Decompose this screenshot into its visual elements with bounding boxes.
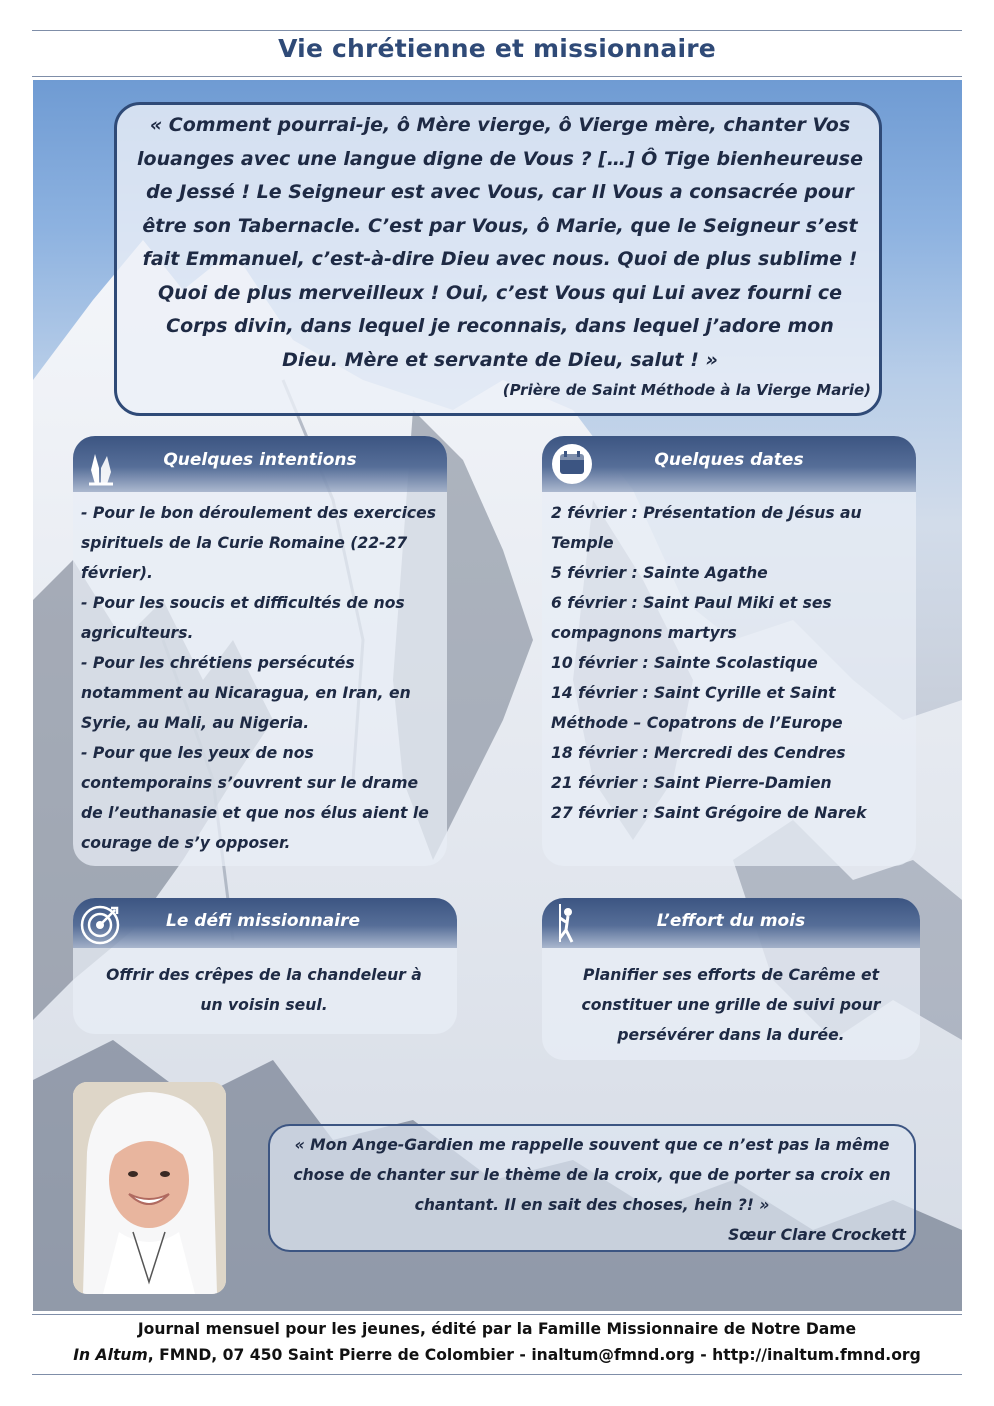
list-item: 27 février : Saint Grégoire de Narek	[551, 804, 867, 822]
title-underline	[32, 76, 962, 77]
portrait-photo	[73, 1082, 226, 1294]
intentions-panel	[73, 436, 447, 866]
list-item: - Pour les soucis et difficultés de nos agriculteurs.	[81, 594, 405, 642]
top-rule	[32, 30, 962, 31]
intentions-list	[81, 498, 441, 858]
footer-top-rule	[32, 1314, 962, 1315]
effort-panel	[542, 898, 920, 1060]
defi-panel	[73, 898, 457, 1034]
footer-bottom-rule	[32, 1374, 962, 1375]
footer-line-1: Journal mensuel pour les jeunes, édité par la Famille Missionnaire de Notre Dame	[137, 1320, 857, 1338]
quote-panel	[114, 102, 882, 416]
testimony-author: Sœur Clare Crockett	[728, 1226, 906, 1244]
publication-name: In Altum	[73, 1346, 148, 1364]
list-item: - Pour les chrétiens persécutés notamment au Nicaragua, en Iran, en Syrie, au Mali, au Nigeria.	[81, 654, 411, 732]
list-item: 10 février : Sainte Scolastique	[551, 654, 818, 672]
page-title: Vie chrétienne et missionnaire	[278, 34, 716, 63]
dates-title: Quelques dates	[654, 450, 804, 470]
list-item: 6 février : Saint Paul Miki et ses compagnons martyrs	[551, 594, 832, 642]
defi-header	[73, 898, 457, 948]
list-item: - Pour que les yeux de nos contemporains s’ouvrent sur le drame de l’euthanasie et que nos élus aient le courage de s’y opposer.	[81, 744, 429, 852]
defi-text: Offrir des crêpes de la chandeleur à un voisin seul.	[106, 966, 422, 1014]
footer-contact: , FMND, 07 450 Saint Pierre de Colombier - inaltum@fmnd.org - http://inaltum.fmnd.org	[147, 1346, 921, 1364]
effort-header	[542, 898, 920, 948]
testimony-panel	[268, 1124, 916, 1252]
quote-source: (Prière de Saint Méthode à la Vierge Marie)	[502, 381, 871, 399]
dates-list	[551, 498, 907, 828]
effort-title: L’effort du mois	[656, 911, 806, 931]
testimony-text: « Mon Ange-Gardien me rappelle souvent que ce n’est pas la même chose de chanter sur le thème de la croix, que de porter sa croix en chantant. Il en sait des choses, hein ?! »	[293, 1136, 891, 1214]
footer-line-2	[0, 1346, 994, 1364]
list-item: 14 février : Saint Cyrille et Saint Méthode – Copatrons de l’Europe	[551, 684, 843, 732]
effort-text: Planifier ses efforts de Carême et constituer une grille de suivi pour persévérer dans la durée.	[581, 966, 881, 1044]
list-item: 2 février : Présentation de Jésus au Temple	[551, 504, 862, 552]
list-item: 5 février : Sainte Agathe	[551, 564, 768, 582]
intentions-header	[73, 436, 447, 492]
quote-text: « Comment pourrai-je, ô Mère vierge, ô Vierge mère, chanter Vos louanges avec une langue digne de Vous ? […] Ô Tige bienheureuse de Jessé ! Le Seigneur est avec Vous, car Il Vous a consacrée pour être son Tabernacle. C’est par Vous, ô Marie, que le Seigneur s’est fait Emmanuel, c’est-à-dire Dieu avec nous. Quoi de plus sublime ! Quoi de plus merveilleux ! Oui, c’est Vous qui Lui avez fourni ce Corps divin, dans lequel je reconnais, dans lequel j’adore mon Dieu. Mère et servante de Dieu, salut ! »	[137, 114, 863, 371]
dates-panel	[542, 436, 916, 866]
list-item: 21 février : Saint Pierre-Damien	[551, 774, 832, 792]
dates-header	[542, 436, 916, 492]
list-item: 18 février : Mercredi des Cendres	[551, 744, 846, 762]
list-item: - Pour le bon déroulement des exercices spirituels de la Curie Romaine (22-27 février).	[81, 504, 437, 582]
intentions-title: Quelques intentions	[163, 450, 357, 470]
defi-title: Le défi missionnaire	[166, 911, 360, 931]
